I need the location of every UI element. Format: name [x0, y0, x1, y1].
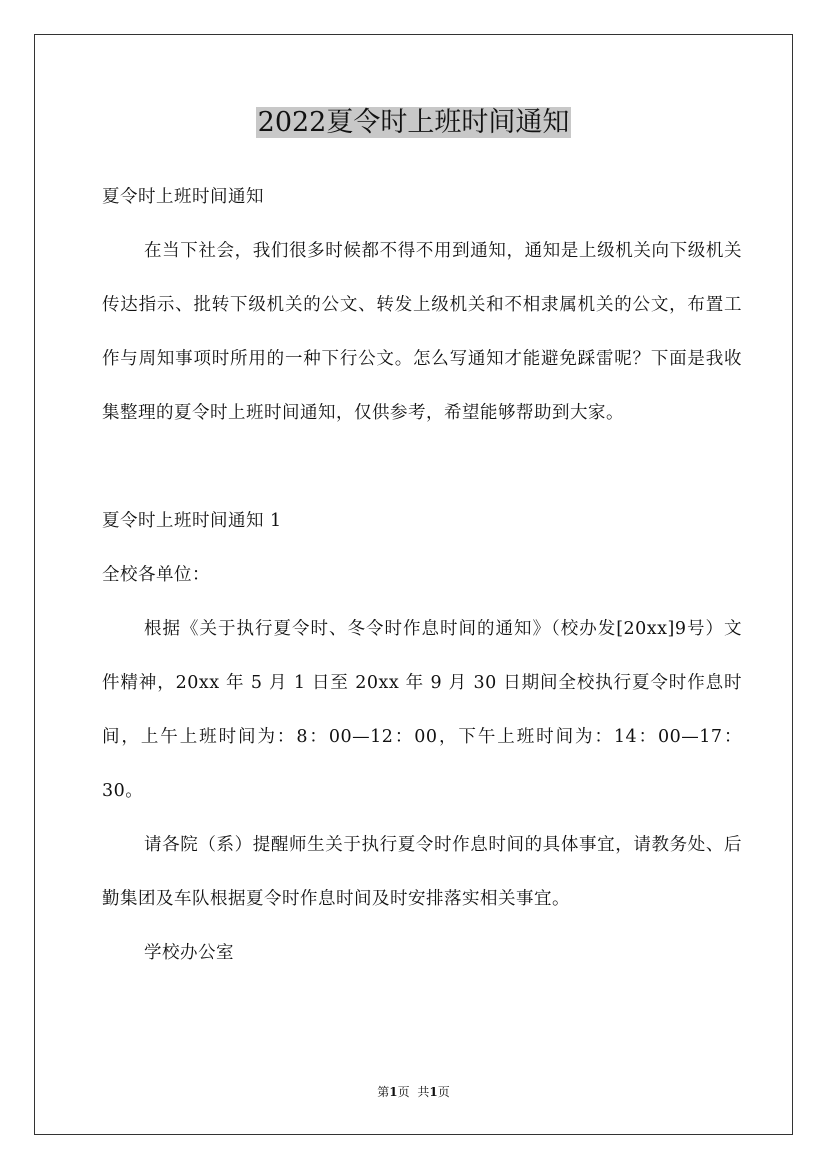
document-heading: 夏令时上班时间通知 — [102, 187, 264, 207]
intro-paragraph: 在当下社会，我们很多时候都不得不用到通知，通知是上级机关向下级机关传达指示、批转下级机关的公文、转发上级机关和不相隶属机关的公文，布置工作与周知事项时所用的一种下行公文。怎么写通知才能避免踩雷呢？下面是我收集整理的夏令时上班时间通知，仅供参考，希望能够帮助到大家。 — [102, 241, 742, 423]
paragraph-gap — [102, 440, 742, 494]
document-title-text: 2022夏令时上班时间通知 — [257, 107, 570, 138]
notice-paragraph-2: 请各院（系）提醒师生关于执行夏令时作息时间的具体事宜，请教务处、后勤集团及车队根据夏令时作息时间及时安排落实相关事宜。 — [102, 835, 742, 909]
page-footer — [0, 1082, 827, 1102]
document-body — [102, 170, 742, 980]
section-title: 夏令时上班时间通知 1 — [102, 511, 282, 531]
page-number: 1 — [389, 1085, 398, 1099]
total-pages: 1 — [429, 1085, 438, 1099]
salutation: 全校各单位： — [102, 565, 210, 585]
total-prefix: 共 — [417, 1085, 430, 1099]
signature: 学校办公室 — [144, 943, 234, 963]
page-suffix: 页 — [397, 1085, 410, 1099]
page-prefix: 第 — [377, 1085, 390, 1099]
notice-paragraph-1: 根据《关于执行夏令时、冬令时作息时间的通知》（校办发[20xx]9号）文件精神，20xx 年 5 月 1 日至 20xx 年 9 月 30 日期间全校执行夏令时作息时间，上午上班时间为：8：00—12：00，下午上班时间为：14：00—17：30。 — [102, 619, 742, 801]
total-suffix: 页 — [437, 1085, 450, 1099]
document-title — [0, 103, 827, 143]
